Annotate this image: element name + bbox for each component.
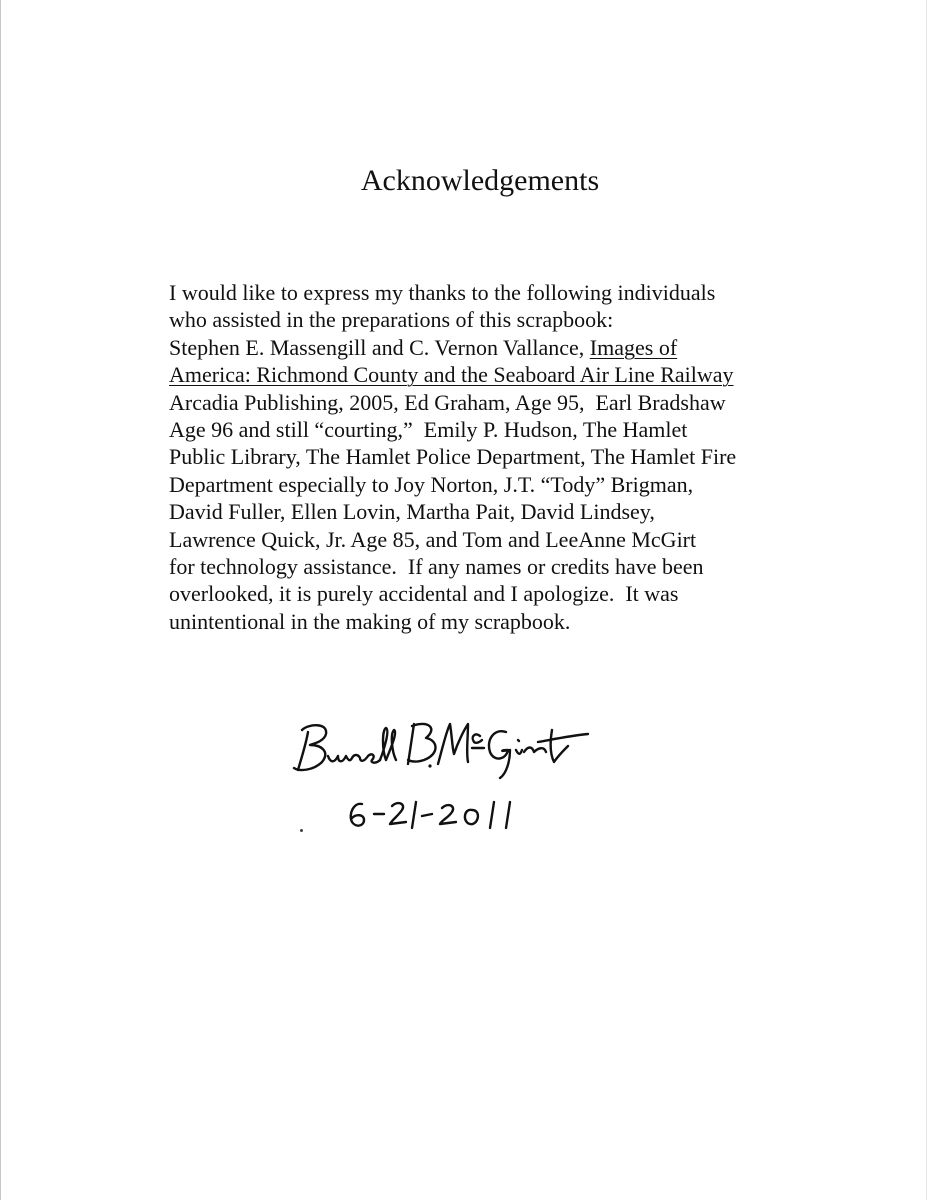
authors-text: Stephen E. Massengill and C. Vernon Vallance,	[169, 334, 590, 360]
paragraph-line: overlooked, it is purely accidental and I apologize. It was	[169, 581, 679, 607]
acknowledgement-paragraph	[169, 279, 909, 635]
paragraph-line: Department especially to Joy Norton, J.T. “Tody” Brigman,	[169, 471, 694, 497]
signature-stroke	[489, 731, 510, 778]
signature-stroke	[473, 734, 482, 742]
signature-drawing	[288, 710, 628, 860]
signature-stroke	[351, 804, 364, 826]
signature-stroke	[380, 728, 396, 760]
signature-stroke	[524, 748, 546, 753]
paragraph-line: for technology assistance. If any names or credits have been	[169, 554, 704, 580]
paragraph-line: David Fuller, Ellen Lovin, Martha Pait, David Lindsey,	[169, 499, 655, 525]
signature-stroke	[538, 734, 588, 742]
signature-stroke	[408, 724, 436, 764]
paragraph-line: Public Library, The Hamlet Police Department, The Hamlet Fire	[169, 444, 737, 470]
paragraph-line: Lawrence Quick, Jr. Age 85, and Tom and LeeAnne McGirt	[169, 526, 697, 552]
stray-ink-dot	[300, 829, 303, 832]
paragraph-line: Age 96 and still “courting,” Emily P. Hudson, The Hamlet	[169, 417, 688, 443]
book-title-part-2: America: Richmond County and the Seaboard Air Line Railway	[169, 362, 734, 388]
signature-stroke	[390, 803, 406, 824]
signature-stroke	[490, 802, 494, 828]
paragraph-line: I would like to express my thanks to the following individuals	[169, 280, 716, 305]
signature-stroke	[422, 814, 432, 816]
book-title-part-1: Images of	[589, 334, 678, 360]
handwritten-signature	[288, 710, 628, 860]
page-title: Acknowledgements	[360, 164, 600, 197]
signature-stroke	[465, 810, 478, 824]
signature-stroke	[440, 805, 456, 824]
paragraph-line: who assisted in the preparations of this scrapbook:	[169, 307, 614, 333]
signature-stroke	[551, 730, 568, 762]
paragraph-line: Arcadia Publishing, 2005, Ed Graham, Age 95, Earl Bradshaw	[169, 389, 726, 415]
signature-dot	[428, 764, 431, 767]
paragraph-line: unintentional in the making of my scrapbook.	[169, 608, 571, 634]
paragraph-line	[169, 334, 909, 361]
signature-stroke	[328, 754, 380, 762]
signature-stroke	[438, 724, 468, 764]
signature-stroke	[516, 740, 522, 754]
signature-stroke	[298, 732, 308, 770]
signature-stroke	[412, 802, 416, 828]
signature-stroke	[506, 802, 510, 828]
